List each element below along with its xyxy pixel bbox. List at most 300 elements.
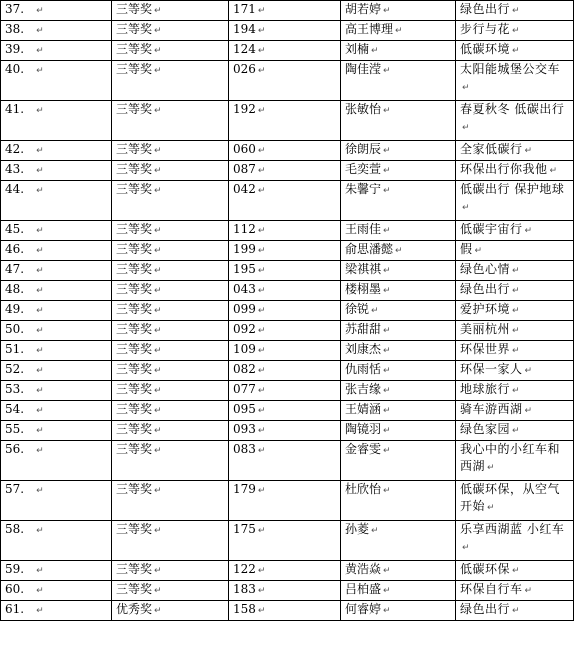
row-number-cell: [1, 601, 112, 621]
paragraph-mark-icon: ↵: [257, 166, 266, 176]
paragraph-mark-icon: ↵: [257, 486, 266, 496]
paragraph-mark-icon: ↵: [524, 226, 533, 236]
entry-code-cell: [229, 601, 341, 621]
award-cell: [112, 281, 229, 301]
row-number-cell-text: 44.: [5, 182, 25, 196]
work-title-cell: [456, 21, 574, 41]
entry-code-cell-text: 199: [233, 242, 256, 256]
entry-code-cell-text: 043: [233, 282, 256, 296]
row-number-cell-text: 47.: [5, 262, 25, 276]
row-number-cell: [1, 181, 112, 221]
work-title-cell-text: 乐享西湖蓝 小红车: [460, 522, 565, 536]
paragraph-mark-icon: ↵: [36, 186, 44, 196]
paragraph-mark-icon: ↵: [154, 106, 162, 116]
entry-code-cell: [229, 101, 341, 141]
student-name-cell-text: 毛奕萱: [345, 162, 382, 176]
table-row: [1, 241, 574, 261]
row-number-cell-text: 42.: [5, 142, 25, 156]
row-number-cell-text: 54.: [5, 402, 25, 416]
award-cell-text: 三等奖: [116, 262, 153, 276]
table-row: [1, 441, 574, 481]
paragraph-mark-icon: ↵: [512, 46, 521, 56]
table-row: [1, 481, 574, 521]
award-cell: [112, 181, 229, 221]
student-name-cell-text: 孙菱: [345, 522, 370, 536]
work-title-cell: [456, 601, 574, 621]
award-cell-text: 三等奖: [116, 42, 153, 56]
row-number-cell-text: 43.: [5, 162, 25, 176]
entry-code-cell-text: 093: [233, 422, 256, 436]
paragraph-mark-icon: ↵: [512, 566, 521, 576]
award-cell: [112, 561, 229, 581]
award-cell-text: 三等奖: [116, 442, 153, 456]
row-number-cell: [1, 21, 112, 41]
award-cell-text: 三等奖: [116, 62, 153, 76]
work-title-cell-text: 春夏秋冬 低碳出行: [460, 102, 565, 116]
paragraph-mark-icon: ↵: [257, 66, 266, 76]
work-title-cell: [456, 581, 574, 601]
paragraph-mark-icon: ↵: [383, 106, 391, 116]
work-title-cell-text: 假: [460, 242, 473, 256]
work-title-cell-text: 地球旅行: [460, 382, 511, 396]
work-title-cell: [456, 321, 574, 341]
row-number-cell: [1, 261, 112, 281]
paragraph-mark-icon: ↵: [512, 606, 521, 616]
paragraph-mark-icon: ↵: [383, 606, 391, 616]
paragraph-mark-icon: ↵: [154, 266, 162, 276]
entry-code-cell-text: 179: [233, 482, 256, 496]
paragraph-mark-icon: ↵: [487, 503, 496, 513]
paragraph-mark-icon: ↵: [36, 366, 44, 376]
paragraph-mark-icon: ↵: [462, 543, 471, 553]
student-name-cell: [341, 281, 456, 301]
paragraph-mark-icon: ↵: [462, 83, 471, 93]
student-name-cell-text: 徐朗辰: [345, 142, 382, 156]
work-title-cell-text: 低碳宇宙行: [460, 222, 523, 236]
work-title-cell: [456, 241, 574, 261]
paragraph-mark-icon: ↵: [257, 46, 266, 56]
table-row: [1, 301, 574, 321]
row-number-cell-text: 41.: [5, 102, 25, 116]
paragraph-mark-icon: ↵: [512, 426, 521, 436]
student-name-cell: [341, 341, 456, 361]
award-cell-text: 三等奖: [116, 382, 153, 396]
paragraph-mark-icon: ↵: [36, 486, 44, 496]
table-row: [1, 561, 574, 581]
paragraph-mark-icon: ↵: [257, 226, 266, 236]
table-row: [1, 581, 574, 601]
paragraph-mark-icon: ↵: [36, 266, 44, 276]
row-number-cell-text: 40.: [5, 62, 25, 76]
award-cell: [112, 601, 229, 621]
award-cell: [112, 401, 229, 421]
row-number-cell-text: 61.: [5, 602, 25, 616]
row-number-cell-text: 53.: [5, 382, 25, 396]
student-name-cell: [341, 441, 456, 481]
paragraph-mark-icon: ↵: [36, 566, 44, 576]
paragraph-mark-icon: ↵: [154, 606, 162, 616]
row-number-cell: [1, 101, 112, 141]
student-name-cell-text: 仇雨恬: [345, 362, 382, 376]
student-name-cell: [341, 561, 456, 581]
award-cell: [112, 101, 229, 141]
paragraph-mark-icon: ↵: [383, 66, 391, 76]
student-name-cell-text: 刘康杰: [345, 342, 382, 356]
work-title-cell: [456, 521, 574, 561]
work-title-cell: [456, 421, 574, 441]
entry-code-cell: [229, 41, 341, 61]
paragraph-mark-icon: ↵: [154, 386, 162, 396]
work-title-cell: [456, 181, 574, 221]
paragraph-mark-icon: ↵: [154, 286, 162, 296]
entry-code-cell-text: 042: [233, 182, 256, 196]
student-name-cell: [341, 481, 456, 521]
table-row: [1, 221, 574, 241]
paragraph-mark-icon: ↵: [154, 46, 162, 56]
paragraph-mark-icon: ↵: [383, 406, 391, 416]
student-name-cell: [341, 61, 456, 101]
student-name-cell: [341, 321, 456, 341]
row-number-cell: [1, 341, 112, 361]
student-name-cell-text: 高王博理: [345, 22, 394, 36]
award-cell-text: 三等奖: [116, 422, 153, 436]
award-cell: [112, 141, 229, 161]
award-cell: [112, 581, 229, 601]
work-title-cell-text: 我心中的小红车和西湖: [460, 442, 561, 473]
paragraph-mark-icon: ↵: [257, 186, 266, 196]
entry-code-cell: [229, 261, 341, 281]
paragraph-mark-icon: ↵: [154, 326, 162, 336]
paragraph-mark-icon: ↵: [36, 526, 44, 536]
award-cell: [112, 221, 229, 241]
student-name-cell-text: 王婧涵: [345, 402, 382, 416]
paragraph-mark-icon: ↵: [154, 566, 162, 576]
paragraph-mark-icon: ↵: [36, 66, 44, 76]
row-number-cell: [1, 321, 112, 341]
paragraph-mark-icon: ↵: [383, 286, 391, 296]
entry-code-cell-text: 158: [233, 602, 256, 616]
award-cell-text: 三等奖: [116, 22, 153, 36]
paragraph-mark-icon: ↵: [36, 326, 44, 336]
student-name-cell-text: 张吉缘: [345, 382, 382, 396]
paragraph-mark-icon: ↵: [154, 166, 162, 176]
entry-code-cell: [229, 321, 341, 341]
table-row: [1, 181, 574, 221]
row-number-cell: [1, 581, 112, 601]
entry-code-cell-text: 109: [233, 342, 256, 356]
paragraph-mark-icon: ↵: [257, 26, 266, 36]
work-title-cell-text: 绿色出行: [460, 2, 511, 16]
row-number-cell: [1, 481, 112, 521]
work-title-cell-text: 绿色出行: [460, 602, 511, 616]
student-name-cell: [341, 581, 456, 601]
student-name-cell: [341, 241, 456, 261]
paragraph-mark-icon: ↵: [257, 406, 266, 416]
work-title-cell: [456, 261, 574, 281]
work-title-cell: [456, 481, 574, 521]
student-name-cell: [341, 1, 456, 21]
entry-code-cell: [229, 241, 341, 261]
entry-code-cell-text: 077: [233, 382, 256, 396]
work-title-cell-text: 全家低碳行: [460, 142, 523, 156]
paragraph-mark-icon: ↵: [512, 26, 521, 36]
work-title-cell: [456, 381, 574, 401]
paragraph-mark-icon: ↵: [36, 6, 44, 16]
paragraph-mark-icon: ↵: [257, 306, 266, 316]
paragraph-mark-icon: ↵: [383, 426, 391, 436]
paragraph-mark-icon: ↵: [257, 266, 266, 276]
row-number-cell-text: 58.: [5, 522, 25, 536]
paragraph-mark-icon: ↵: [257, 246, 266, 256]
paragraph-mark-icon: ↵: [383, 326, 391, 336]
award-cell: [112, 481, 229, 521]
entry-code-cell-text: 112: [233, 222, 256, 236]
paragraph-mark-icon: ↵: [36, 166, 44, 176]
student-name-cell: [341, 381, 456, 401]
paragraph-mark-icon: ↵: [549, 166, 558, 176]
table-row: [1, 61, 574, 101]
paragraph-mark-icon: ↵: [154, 426, 162, 436]
row-number-cell: [1, 521, 112, 561]
student-name-cell: [341, 221, 456, 241]
table-row: [1, 521, 574, 561]
paragraph-mark-icon: ↵: [36, 286, 44, 296]
row-number-cell-text: 45.: [5, 222, 25, 236]
row-number-cell-text: 46.: [5, 242, 25, 256]
award-cell-text: 三等奖: [116, 342, 153, 356]
student-name-cell: [341, 101, 456, 141]
entry-code-cell: [229, 1, 341, 21]
paragraph-mark-icon: ↵: [154, 186, 162, 196]
row-number-cell-text: 51.: [5, 342, 25, 356]
work-title-cell-text: 低碳出行 保护地球: [460, 182, 565, 196]
entry-code-cell: [229, 521, 341, 561]
award-cell: [112, 1, 229, 21]
student-name-cell-text: 朱馨宁: [345, 182, 382, 196]
student-name-cell-text: 楼栩墨: [345, 282, 382, 296]
entry-code-cell: [229, 421, 341, 441]
table-row: [1, 361, 574, 381]
paragraph-mark-icon: ↵: [383, 166, 391, 176]
paragraph-mark-icon: ↵: [36, 106, 44, 116]
paragraph-mark-icon: ↵: [383, 446, 391, 456]
paragraph-mark-icon: ↵: [36, 386, 44, 396]
entry-code-cell-text: 124: [233, 42, 256, 56]
work-title-cell-text: 环保出行你我他: [460, 162, 548, 176]
paragraph-mark-icon: ↵: [524, 366, 533, 376]
award-cell: [112, 421, 229, 441]
entry-code-cell-text: 095: [233, 402, 256, 416]
paragraph-mark-icon: ↵: [36, 426, 44, 436]
paragraph-mark-icon: ↵: [383, 226, 391, 236]
award-cell-text: 三等奖: [116, 402, 153, 416]
entry-code-cell: [229, 361, 341, 381]
paragraph-mark-icon: ↵: [462, 123, 471, 133]
award-cell-text: 三等奖: [116, 102, 153, 116]
paragraph-mark-icon: ↵: [257, 386, 266, 396]
paragraph-mark-icon: ↵: [257, 366, 266, 376]
paragraph-mark-icon: ↵: [154, 586, 162, 596]
paragraph-mark-icon: ↵: [512, 386, 521, 396]
entry-code-cell: [229, 21, 341, 41]
award-cell: [112, 301, 229, 321]
work-title-cell-text: 太阳能城堡公交车: [460, 62, 561, 76]
paragraph-mark-icon: ↵: [257, 606, 266, 616]
award-cell-text: 三等奖: [116, 162, 153, 176]
row-number-cell-text: 59.: [5, 562, 25, 576]
work-title-cell-text: 爱护环境: [460, 302, 511, 316]
paragraph-mark-icon: ↵: [154, 526, 162, 536]
paragraph-mark-icon: ↵: [36, 246, 44, 256]
entry-code-cell: [229, 61, 341, 101]
entry-code-cell-text: 092: [233, 322, 256, 336]
paragraph-mark-icon: ↵: [371, 526, 379, 536]
award-cell-text: 三等奖: [116, 142, 153, 156]
student-name-cell-text: 徐锐: [345, 302, 370, 316]
row-number-cell: [1, 421, 112, 441]
student-name-cell: [341, 601, 456, 621]
student-name-cell-text: 金睿雯: [345, 442, 382, 456]
paragraph-mark-icon: ↵: [524, 586, 533, 596]
work-title-cell: [456, 221, 574, 241]
paragraph-mark-icon: ↵: [383, 6, 391, 16]
work-title-cell-text: 绿色家园: [460, 422, 511, 436]
paragraph-mark-icon: ↵: [512, 306, 521, 316]
entry-code-cell: [229, 141, 341, 161]
table-row: [1, 101, 574, 141]
paragraph-mark-icon: ↵: [154, 486, 162, 496]
entry-code-cell: [229, 561, 341, 581]
entry-code-cell: [229, 481, 341, 521]
paragraph-mark-icon: ↵: [154, 366, 162, 376]
work-title-cell-text: 环保一家人: [460, 362, 523, 376]
work-title-cell-text: 绿色心情: [460, 262, 511, 276]
row-number-cell-text: 38.: [5, 22, 25, 36]
paragraph-mark-icon: ↵: [154, 226, 162, 236]
paragraph-mark-icon: ↵: [383, 586, 391, 596]
paragraph-mark-icon: ↵: [371, 306, 379, 316]
work-title-cell: [456, 361, 574, 381]
work-title-cell: [456, 341, 574, 361]
paragraph-mark-icon: ↵: [383, 366, 391, 376]
work-title-cell: [456, 41, 574, 61]
paragraph-mark-icon: ↵: [383, 486, 391, 496]
student-name-cell: [341, 301, 456, 321]
table-row: [1, 21, 574, 41]
entry-code-cell-text: 183: [233, 582, 256, 596]
table-row: [1, 381, 574, 401]
paragraph-mark-icon: ↵: [512, 286, 521, 296]
award-cell-text: 三等奖: [116, 362, 153, 376]
student-name-cell-text: 陶佳滢: [345, 62, 382, 76]
award-cell-text: 优秀奖: [116, 602, 153, 616]
paragraph-mark-icon: ↵: [257, 566, 266, 576]
paragraph-mark-icon: ↵: [36, 606, 44, 616]
paragraph-mark-icon: ↵: [257, 146, 266, 156]
row-number-cell-text: 49.: [5, 302, 25, 316]
table-row: [1, 141, 574, 161]
row-number-cell-text: 52.: [5, 362, 25, 376]
student-name-cell: [341, 41, 456, 61]
award-cell: [112, 61, 229, 101]
paragraph-mark-icon: ↵: [383, 146, 391, 156]
row-number-cell: [1, 361, 112, 381]
paragraph-mark-icon: ↵: [257, 346, 266, 356]
paragraph-mark-icon: ↵: [383, 566, 391, 576]
paragraph-mark-icon: ↵: [524, 146, 533, 156]
paragraph-mark-icon: ↵: [257, 106, 266, 116]
table-row: [1, 161, 574, 181]
row-number-cell-text: 56.: [5, 442, 25, 456]
award-cell: [112, 341, 229, 361]
student-name-cell: [341, 21, 456, 41]
row-number-cell-text: 60.: [5, 582, 25, 596]
paragraph-mark-icon: ↵: [154, 6, 162, 16]
paragraph-mark-icon: ↵: [36, 226, 44, 236]
paragraph-mark-icon: ↵: [36, 146, 44, 156]
student-name-cell: [341, 361, 456, 381]
row-number-cell: [1, 221, 112, 241]
row-number-cell: [1, 441, 112, 481]
entry-code-cell-text: 082: [233, 362, 256, 376]
entry-code-cell: [229, 161, 341, 181]
row-number-cell: [1, 301, 112, 321]
award-cell: [112, 241, 229, 261]
row-number-cell: [1, 141, 112, 161]
row-number-cell: [1, 561, 112, 581]
student-name-cell-text: 何睿婷: [345, 602, 382, 616]
work-title-cell-text: 低碳环保，从空气开始: [460, 482, 561, 513]
row-number-cell-text: 50.: [5, 322, 25, 336]
student-name-cell-text: 张敏怡: [345, 102, 382, 116]
work-title-cell: [456, 281, 574, 301]
entry-code-cell-text: 194: [233, 22, 256, 36]
award-cell-text: 三等奖: [116, 182, 153, 196]
work-title-cell-text: 绿色出行: [460, 282, 511, 296]
table-row: [1, 601, 574, 621]
table-row: [1, 401, 574, 421]
award-cell: [112, 521, 229, 561]
student-name-cell-text: 刘楠: [345, 42, 370, 56]
paragraph-mark-icon: ↵: [36, 46, 44, 56]
paragraph-mark-icon: ↵: [383, 346, 391, 356]
paragraph-mark-icon: ↵: [36, 306, 44, 316]
work-title-cell: [456, 141, 574, 161]
row-number-cell: [1, 41, 112, 61]
table-row: [1, 1, 574, 21]
row-number-cell: [1, 381, 112, 401]
entry-code-cell-text: 175: [233, 522, 256, 536]
paragraph-mark-icon: ↵: [154, 406, 162, 416]
student-name-cell: [341, 401, 456, 421]
student-name-cell-text: 陶镜羽: [345, 422, 382, 436]
work-title-cell: [456, 301, 574, 321]
award-cell-text: 三等奖: [116, 302, 153, 316]
row-number-cell: [1, 1, 112, 21]
paragraph-mark-icon: ↵: [474, 246, 483, 256]
row-number-cell: [1, 161, 112, 181]
paragraph-mark-icon: ↵: [36, 446, 44, 456]
paragraph-mark-icon: ↵: [257, 6, 266, 16]
paragraph-mark-icon: ↵: [257, 286, 266, 296]
row-number-cell: [1, 241, 112, 261]
award-cell-text: 三等奖: [116, 562, 153, 576]
table-row: [1, 261, 574, 281]
paragraph-mark-icon: ↵: [36, 26, 44, 36]
award-cell: [112, 321, 229, 341]
work-title-cell-text: 低碳环保: [460, 562, 511, 576]
student-name-cell: [341, 181, 456, 221]
